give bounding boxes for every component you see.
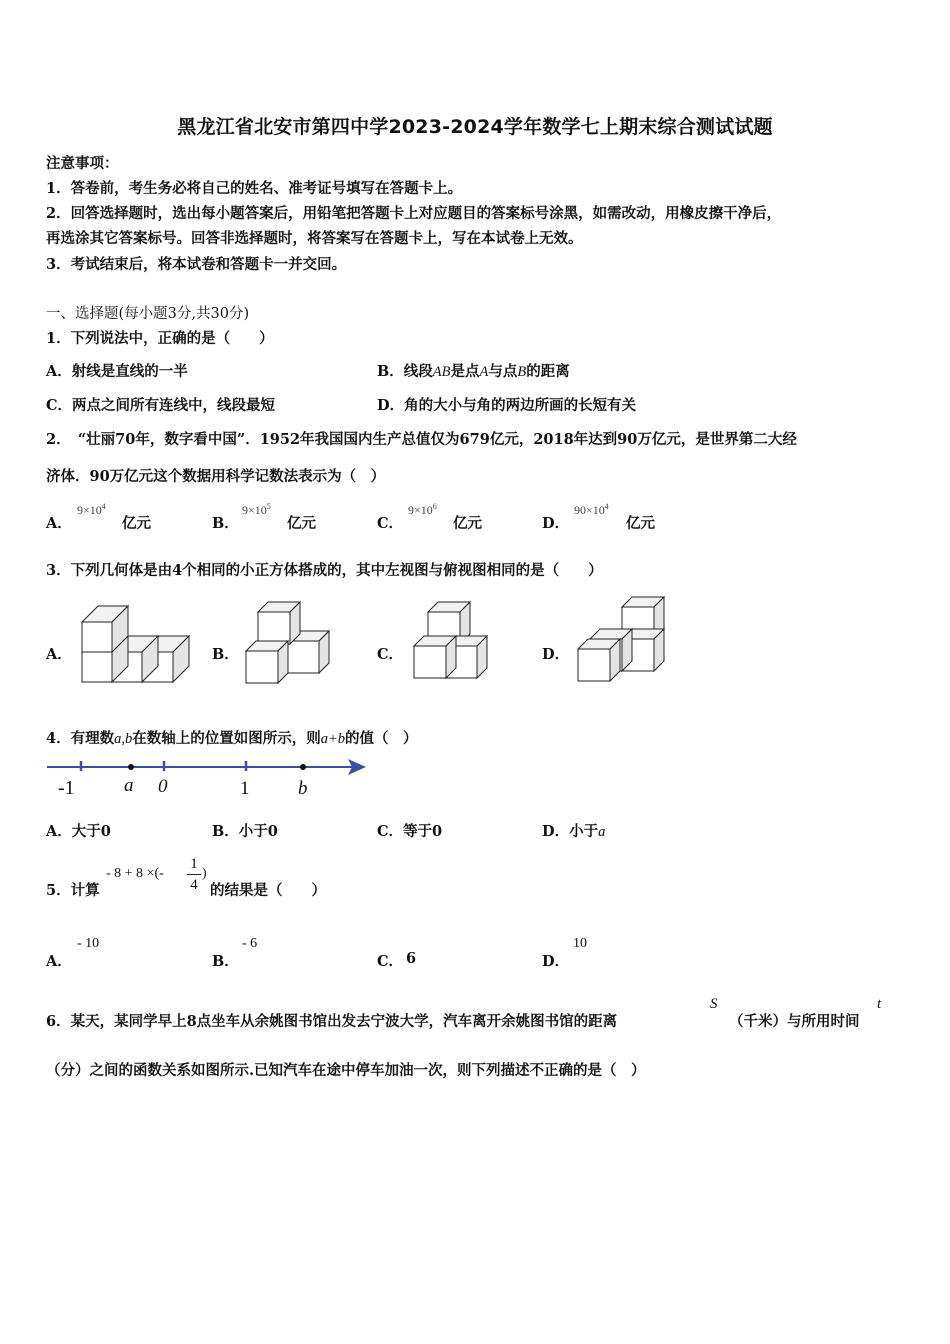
q5-option-a-label: A．: [46, 953, 72, 970]
q6-line-2: （分）之间的函数关系如图所示.已知汽车在途中停车加油一次，则下列描述不正确的是（ ）: [46, 1062, 646, 1079]
q1-b-ab: AB: [432, 364, 451, 380]
q2-option-b-unit: 亿元: [287, 515, 316, 532]
q6-line-1-pre: 6．某天，某同学早上8点坐车从余姚图书馆出发去宁波大学，汽车离开余姚图书馆的距离: [46, 1013, 618, 1030]
q4-option-d: [542, 820, 605, 841]
q5-option-b-value: - 6: [242, 936, 258, 951]
q4-option-c: C．等于0: [377, 823, 443, 840]
q5-frac-bar: [187, 874, 201, 875]
q4-option-a: A．大于0: [46, 823, 111, 840]
q2-option-d-unit: 亿元: [626, 515, 655, 532]
figure-a: [82, 606, 189, 682]
q3-option-b-label: B．: [212, 646, 239, 663]
q2-line-1: 2． “壮丽70年，数字看中国”．1952年我国国内生产总值仅为679亿元，2018年达到90万亿元，是世界第二大经: [46, 431, 797, 448]
q2-option-d-label: D．: [542, 515, 570, 532]
q3-option-a-label: A．: [46, 646, 72, 663]
q4-stem: [46, 727, 418, 748]
q5-option-a-value: - 10: [77, 936, 100, 951]
notice-heading: 注意事项：: [46, 155, 119, 172]
q2-option-b-label: B．: [212, 515, 239, 532]
q1-option-a: A．射线是直线的一半: [46, 363, 188, 380]
q1-stem: 1．下列说法中，正确的是（ ）: [46, 330, 274, 347]
q5-frac-den: 4: [190, 877, 198, 893]
notice-item-1: 1．答卷前，考生务必将自己的姓名、准考证号填写在答题卡上。: [46, 180, 463, 197]
q5-option-c-label: C．: [377, 953, 404, 970]
q5-expr-close: ): [202, 866, 207, 881]
q2-option-d-exp: 4: [604, 502, 609, 511]
q2-line-2: 济体．90万亿元这个数据用科学记数法表示为（ ）: [46, 468, 386, 485]
q2-option-d-coef: 90×10: [574, 503, 605, 517]
q2-option-a-exp: 4: [101, 502, 106, 511]
q5-option-d-label: D．: [542, 953, 570, 970]
q4-option-d-var: a: [598, 824, 606, 840]
q2-option-a-value: [77, 502, 106, 518]
q2-option-c-label: C．: [377, 515, 404, 532]
point-b: [300, 764, 306, 770]
q2-option-a-coef: 9×10: [77, 503, 102, 517]
axis-label-zero: 0: [158, 776, 168, 797]
q4-option-b: B．小于0: [212, 823, 278, 840]
q1-option-d: D．角的大小与角的两边所画的长短有关: [377, 397, 637, 414]
q4-stem-post: 的值（ ）: [345, 730, 418, 747]
page-title: 黑龙江省北安市第四中学2023-2024学年数学七上期末综合测试试题: [177, 116, 773, 138]
q1-option-c: C．两点之间所有连线中，线段最短: [46, 397, 276, 414]
q3-option-c-label: C．: [377, 646, 404, 663]
q3-stem: 3．下列几何体是由4个相同的小正方体搭成的，其中左视图与俯视图相同的是（ ）: [46, 562, 603, 579]
figure-d: [578, 597, 664, 681]
q1-b-mid1: 是点: [450, 363, 480, 380]
section-heading: 一、选择题(每小题3分,共30分): [46, 306, 250, 322]
q6-var-s: S: [710, 996, 718, 1012]
q1-b-a: A: [479, 364, 489, 380]
q2-option-b-coef: 9×10: [242, 503, 267, 517]
axis-label-b: b: [298, 778, 308, 799]
q4-stem-apb: a+b: [320, 731, 346, 747]
axis-label-one: 1: [240, 778, 250, 799]
q3-option-d-label: D．: [542, 646, 570, 663]
q6-var-t: t: [877, 996, 882, 1012]
q5-option-c-value: 6: [406, 950, 417, 967]
q6-line-1-mid: （千米）与所用时间: [729, 1013, 860, 1030]
notice-item-2a: 2．回答选择题时，选出每小题答案后，用铅笔把答题卡上对应题目的答案标号涂黑，如需改动，用橡皮擦干净后，: [46, 205, 782, 222]
q1-b-post: 的距离: [526, 363, 570, 380]
q2-option-b-exp: 5: [266, 502, 271, 511]
q4-stem-ab: a,b: [114, 731, 133, 747]
q1-b-pre: B．线段: [377, 363, 433, 380]
q4-stem-pre: 4．有理数: [46, 730, 115, 747]
q5-stem-pre: 5．计算: [46, 882, 100, 899]
axis-label-a: a: [124, 775, 134, 796]
q5-stem-post: 的结果是（ ）: [210, 882, 326, 899]
q2-option-b-value: [242, 502, 271, 518]
q2-option-a-label: A．: [46, 515, 72, 532]
q5-option-d-value: 10: [573, 936, 587, 951]
figure-c: [414, 602, 487, 678]
q1-b-mid2: 与点: [488, 363, 518, 380]
q4-stem-mid: 在数轴上的位置如图所示，则: [132, 730, 321, 747]
q5-option-b-label: B．: [212, 953, 239, 970]
q2-option-c-exp: 6: [432, 502, 437, 511]
notice-item-2b: 再选涂其它答案标号。回答非选择题时，将答案写在答题卡上，写在本试卷上无效。: [46, 230, 583, 247]
point-a: [128, 764, 134, 770]
q2-option-c-value: [408, 502, 437, 518]
q1-b-b: B: [517, 364, 527, 380]
q5-frac-num: 1: [190, 856, 198, 872]
axis-label-neg1: -1: [58, 777, 75, 799]
q5-expr-main: - 8 + 8 ×(-: [106, 866, 164, 881]
notice-item-3: 3．考试结束后，将本试卷和答题卡一并交回。: [46, 256, 347, 273]
q4-option-d-pre: D．小于: [542, 823, 599, 840]
q2-option-c-unit: 亿元: [453, 515, 482, 532]
figure-b: [246, 602, 329, 683]
q1-option-b: [377, 360, 570, 381]
q2-option-a-unit: 亿元: [122, 515, 151, 532]
q2-option-c-coef: 9×10: [408, 503, 433, 517]
q2-option-d-value: [574, 502, 609, 518]
number-line-arrow-icon: [348, 759, 366, 775]
q5-expression: [106, 866, 164, 882]
